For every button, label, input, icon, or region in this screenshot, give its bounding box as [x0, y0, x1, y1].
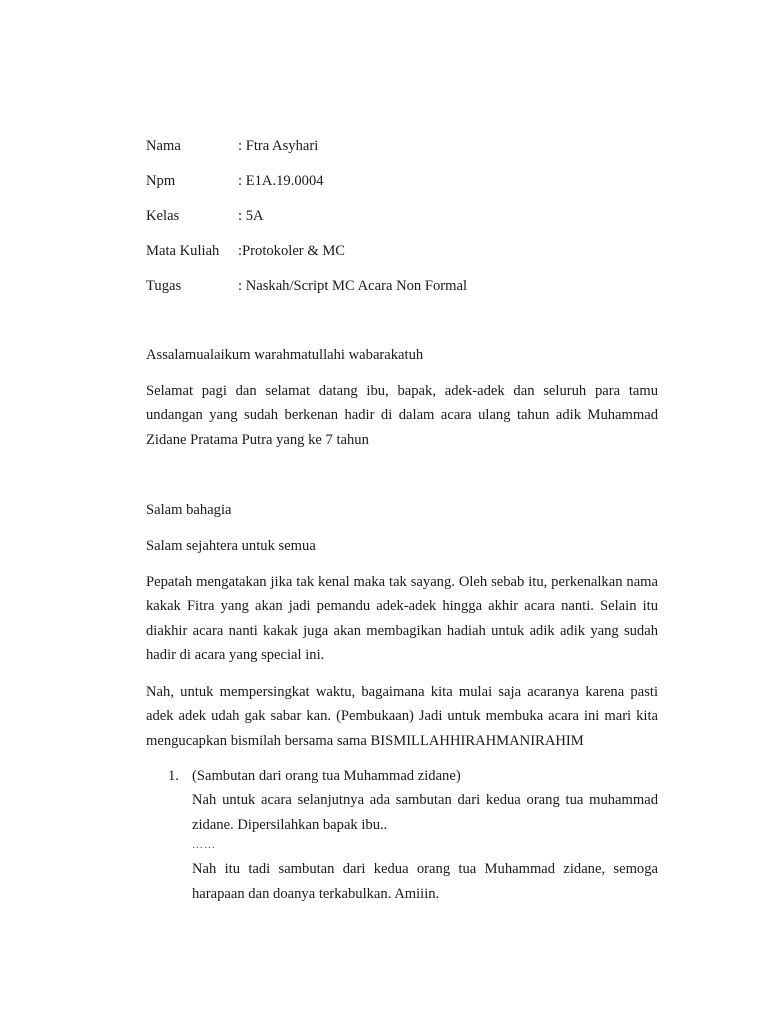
- info-label: Mata Kuliah: [146, 243, 220, 259]
- info-label: Nama: [146, 138, 181, 154]
- info-value: : 5A: [238, 208, 264, 224]
- salam-sejahtera-paragraph: Salam sejahtera untuk semua: [146, 538, 316, 554]
- info-label: Kelas: [146, 208, 180, 224]
- list-item: [192, 764, 658, 906]
- salam-bahagia-paragraph: Salam bahagia: [146, 502, 232, 518]
- info-label: Tugas: [146, 278, 182, 294]
- opening-paragraph: Nah, untuk mempersingkat waktu, bagaimana kita mulai saja acaranya karena pasti adek adek udah gak sabar kan. (Pembukaan) Jadi untuk membuka acara ini mari kita mengucapkan bismilah bersama sama BISMILLAHHIRAHMANIRAHIM: [146, 684, 658, 749]
- info-value: : Ftra Asyhari: [238, 138, 319, 154]
- info-value: :Protokoler & MC: [238, 243, 346, 259]
- intro-paragraph: Pepatah mengatakan jika tak kenal maka tak sayang. Oleh sebab itu, perkenalkan nama kakak Fitra yang akan jadi pemandu adek-adek hingga akhir acara nanti. Selain itu diakhir acara nanti kakak juga akan membagikan hadiah untuk adik adik yang sudah hadir di acara yang special ini.: [146, 574, 658, 664]
- list-item-text: Nah untuk acara selanjutnya ada sambutan dari kedua orang tua muhammad zidane. Dipersilahkan bapak ibu..: [192, 792, 658, 833]
- greeting-paragraph: Assalamualaikum warahmatullahi wabarakatuh: [146, 347, 424, 363]
- list-item-text: Nah itu tadi sambutan dari kedua orang tua Muhammad zidane, semoga harapaan dan doanya terkabulkan. Amiiin.: [192, 861, 658, 902]
- info-label: Npm: [146, 173, 176, 189]
- list-item-number: 1.: [168, 768, 179, 784]
- info-value: : Naskah/Script MC Acara Non Formal: [238, 278, 468, 294]
- info-value: : E1A.19.0004: [238, 173, 324, 189]
- welcome-paragraph: Selamat pagi dan selamat datang ibu, bapak, adek-adek dan seluruh para tamu undangan yang sudah berkenan hadir di dalam acara ulang tahun adik Muhammad Zidane Pratama Putra yang ke 7 tahun: [146, 383, 658, 448]
- list-item-title: (Sambutan dari orang tua Muhammad zidane): [192, 768, 461, 784]
- list-item-ellipsis: ……: [192, 839, 216, 852]
